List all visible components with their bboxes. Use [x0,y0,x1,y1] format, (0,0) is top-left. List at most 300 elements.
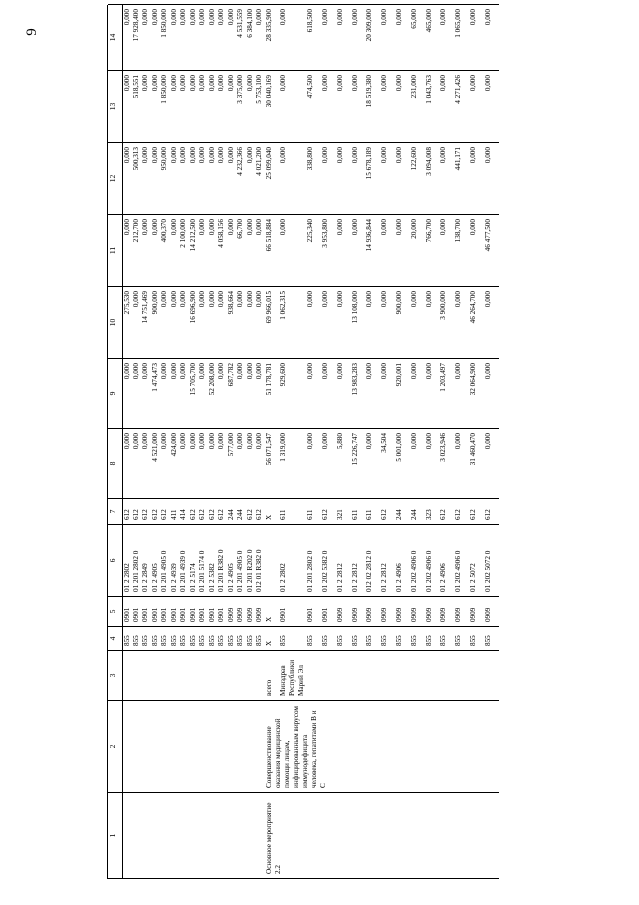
cell-col-8: 0,000 [236,429,246,499]
cell-col-12: 338,800 [306,143,321,215]
cell-col-5: 0901 [198,597,208,627]
cell-col-5: 0901 [208,597,218,627]
cell-col-4: 855 [336,627,351,651]
column-number-3: 3 [108,651,122,701]
cell-col-6: 01 2 4939 [170,525,180,597]
cell-col-13: 5 753,100 [255,71,265,143]
cell-col-8: 0,000 [306,429,321,499]
cell-col-14: 0,000 [217,5,227,71]
cell-col-5: 0909 [365,597,380,627]
cell-col-4: 855 [255,627,265,651]
cell-col-10: 0,000 [217,287,227,359]
cell-col-3 [255,651,265,701]
cell-col-11: 0,000 [208,215,218,287]
cell-col-10: 0,000 [321,287,336,359]
cell-col-6: 01 201 5174 0 [198,525,208,597]
cell-col-12: 0,000 [208,143,218,215]
cell-col-12: 0,000 [141,143,151,215]
cell-col-10: 3 900,000 [439,287,454,359]
blank-cell [122,701,265,793]
cell-col-5: 0901 [141,597,151,627]
cell-col-4: 855 [132,627,142,651]
column-number-5: 5 [108,597,122,627]
cell-col-9: 52 208,000 [208,359,218,429]
cell-col-12: 0,000 [122,143,132,215]
cell-col-12: 0,000 [151,143,161,215]
cell-col-7: 321 [336,499,351,525]
cell-col-6: 01 2 5174 [189,525,199,597]
cell-col-11: 0,000 [122,215,132,287]
cell-col-13: 0,000 [469,71,484,143]
cell-col-6: 01 2 2812 [380,525,395,597]
cell-col-5: 0901 [279,597,306,627]
cell-col-12: 15 678,189 [365,143,380,215]
cell-col-10: 900,000 [395,287,410,359]
cell-col-7: 612 [151,499,161,525]
cell-col-8: 0,000 [255,429,265,499]
cell-col-3 [236,651,246,701]
column-number-6: 6 [108,525,122,597]
cell-col-5: 0909 [484,597,499,627]
column-number-11: 11 [108,215,122,287]
cell-col-5: 0909 [336,597,351,627]
cell-col-8: 0,000 [122,429,132,499]
cell-col-10: 0,000 [170,287,180,359]
cell-col-7: 612 [246,499,256,525]
cell-col-10: 1 062,315 [279,287,306,359]
cell-col-8: 0,000 [132,429,142,499]
cell-col-8: 4 521,000 [151,429,161,499]
cell-col-7: 612 [255,499,265,525]
cell-col-14: 28 335,900 [265,5,280,71]
cell-col-10: 16 696,900 [189,287,199,359]
cell-col-10: 0,000 [198,287,208,359]
cell-col-5: 0901 [160,597,170,627]
column-number-9: 9 [108,359,122,429]
cell-col-3 [439,651,454,701]
cell-col-9: 0,000 [198,359,208,429]
cell-col-14: 0,000 [189,5,199,71]
cell-col-3: Минздрав Республики Марий Эл [279,651,306,701]
cell-col-11: 20,000 [410,215,425,287]
cell-col-6: 01 2 2849 [141,525,151,597]
cell-col-9: 32 064,900 [469,359,484,429]
cell-col-14: 0,000 [227,5,237,71]
cell-col-12: 4 232,366 [236,143,246,215]
cell-col-12: 0,000 [279,143,306,215]
cell-col-6: 01 2 4906 [395,525,410,597]
cell-col-13: 518,551 [132,71,142,143]
cell-col-13: 0,000 [246,71,256,143]
cell-col-13: 231,000 [410,71,425,143]
cell-col-4: X [265,627,280,651]
cell-col-7: 612 [189,499,199,525]
cell-col-11: 0,000 [395,215,410,287]
cell-col-4: 855 [246,627,256,651]
cell-col-5: 0901 [321,597,336,627]
cell-col-9: 687,782 [227,359,237,429]
cell-col-10: 14 751,469 [141,287,151,359]
cell-col-5: 0901 [179,597,189,627]
cell-col-4: 855 [279,627,306,651]
cell-col-7: 323 [425,499,440,525]
cell-col-14: 0,000 [122,5,132,71]
cell-col-3 [321,651,336,701]
cell-col-10: 0,000 [132,287,142,359]
cell-col-11: 3 953,800 [321,215,336,287]
cell-col-11: 0,000 [255,215,265,287]
cell-col-5: 0901 [132,597,142,627]
cell-col-4: 855 [469,627,484,651]
cell-col-12: 0,000 [179,143,189,215]
cell-col-8: 0,000 [160,429,170,499]
cell-col-5: 0901 [217,597,227,627]
cell-col-11: 212,700 [132,215,142,287]
cell-col-11: 66,700 [236,215,246,287]
cell-col-14: 17 928,400 [132,5,142,71]
cell-col-9: 0,000 [484,359,499,429]
cell-col-11: 14 936,844 [365,215,380,287]
cell-col-4: 855 [454,627,469,651]
cell-col-12: 950,000 [160,143,170,215]
cell-col-13: 0,000 [208,71,218,143]
cell-col-9: 0,000 [321,359,336,429]
cell-col-11: 0,000 [469,215,484,287]
column-number-13: 13 [108,71,122,143]
cell-col-13: 4 271,426 [454,71,469,143]
cell-col-12: 0,000 [321,143,336,215]
cell-col-9: 0,000 [246,359,256,429]
cell-col-8: 0,000 [321,429,336,499]
cell-col-10: 0,000 [410,287,425,359]
cell-col-11: 225,340 [306,215,321,287]
cell-col-3 [425,651,440,701]
cell-col-3 [141,651,151,701]
cell-col-5: 0909 [425,597,440,627]
cell-col-13: 18 519,380 [365,71,380,143]
cell-col-11: 14 212,500 [189,215,199,287]
column-number-2: 2 [108,701,122,793]
cell-col-3 [227,651,237,701]
cell-col-6: 01 2 5382 [208,525,218,597]
cell-col-7: 612 [141,499,151,525]
cell-col-7: 611 [365,499,380,525]
cell-col-4: 855 [365,627,380,651]
cell-col-14: 465,000 [425,5,440,71]
cell-col-9: 0,000 [425,359,440,429]
cell-col-6: 01 2 2802 [279,525,306,597]
cell-col-9: 0,000 [179,359,189,429]
cell-col-13: 3 375,000 [236,71,246,143]
cell-col-13: 30 040,169 [265,71,280,143]
cell-col-7: 611 [279,499,306,525]
cell-col-7: 612 [160,499,170,525]
cell-col-4: 855 [189,627,199,651]
cell-col-5: 0909 [351,597,366,627]
cell-col-8: 0,000 [189,429,199,499]
cell-col-5: 0901 [306,597,321,627]
cell-col-9: 13 983,283 [351,359,366,429]
cell-col-8: 424,000 [170,429,180,499]
cell-col-3 [179,651,189,701]
table-row [122,5,132,879]
cell-col-11: 0,000 [198,215,208,287]
cell-col-12: 4 021,200 [255,143,265,215]
cell-col-7: 611 [306,499,321,525]
cell-col-12: 0,000 [170,143,180,215]
cell-col-12: 0,000 [469,143,484,215]
cell-col-7: 612 [132,499,142,525]
blank-cell [122,793,265,879]
cell-col-10: 69 966,015 [265,287,280,359]
cell-col-14: 0,000 [321,5,336,71]
cell-col-3 [198,651,208,701]
cell-col-11: 0,000 [141,215,151,287]
cell-col-3 [151,651,161,701]
table-row [265,5,280,879]
cell-col-14: 0,000 [439,5,454,71]
cell-col-10: 0,000 [336,287,351,359]
column-number-1: 1 [108,793,122,879]
cell-col-4: 855 [395,627,410,651]
cell-col-11: 66 518,884 [265,215,280,287]
cell-col-9: 0,000 [365,359,380,429]
cell-col-14: 0,000 [336,5,351,71]
cell-col-5: 0909 [454,597,469,627]
cell-col-14: 1 850,000 [160,5,170,71]
cell-col-10: 0,000 [454,287,469,359]
cell-col-8: 0,000 [410,429,425,499]
cell-col-6: 01 201 R202 0 [246,525,256,597]
cell-col-13: 0,000 [179,71,189,143]
cell-col-4: 855 [380,627,395,651]
cell-col-7: 244 [236,499,246,525]
cell-col-13: 0,000 [380,71,395,143]
cell-col-8: 0,000 [217,429,227,499]
cell-col-5: 0901 [122,597,132,627]
cell-col-3 [246,651,256,701]
cell-col-9: 0,000 [255,359,265,429]
cell-col-5: 0909 [227,597,237,627]
cell-col-3 [410,651,425,701]
cell-col-8: 31 460,470 [469,429,484,499]
cell-col-3 [217,651,227,701]
cell-col-6: 01 201 4905 0 [160,525,170,597]
cell-col-3 [122,651,132,701]
cell-col-12: 0,000 [246,143,256,215]
cell-col-6: 01 2 2802 [122,525,132,597]
budget-table [108,4,499,879]
cell-col-10: 275,530 [122,287,132,359]
cell-col-8: 0,000 [365,429,380,499]
cell-col-9: 0,000 [160,359,170,429]
cell-col-11: 0,000 [151,215,161,287]
cell-col-3 [306,651,321,701]
cell-col-9: 0,000 [170,359,180,429]
cell-col-13: 0,000 [198,71,208,143]
cell-col-11: 0,000 [227,215,237,287]
cell-col-6: 01 201 R382 0 [217,525,227,597]
cell-col-10: 46 264,700 [469,287,484,359]
column-number-4: 4 [108,627,122,651]
cell-col-4: 855 [439,627,454,651]
cell-col-7: 612 [469,499,484,525]
cell-col-6: 01 201 4905 0 [236,525,246,597]
cell-col-10: 0,000 [255,287,265,359]
cell-col-14: 0,000 [255,5,265,71]
cell-col-3 [208,651,218,701]
cell-col-9: 0,000 [236,359,246,429]
cell-col-10: 0,000 [380,287,395,359]
cell-col-14: 20 309,000 [365,5,380,71]
cell-col-12: 0,000 [189,143,199,215]
cell-col-14: 0,000 [351,5,366,71]
cell-col-10: 0,000 [246,287,256,359]
measure-description: Совершенствование оказания медицинской помощи лицам, инфицированным вирусом иммунодефицита человека, гепатитами В и С [265,701,499,793]
cell-col-11: 0,000 [170,215,180,287]
column-number-10: 10 [108,287,122,359]
cell-col-9: 0,000 [122,359,132,429]
cell-col-6 [265,525,280,597]
cell-col-8: 0,000 [484,429,499,499]
cell-col-5: 0901 [189,597,199,627]
cell-col-8: 5 001,000 [395,429,410,499]
cell-col-14: 0,000 [151,5,161,71]
cell-col-5: 0909 [395,597,410,627]
cell-col-4: 855 [236,627,246,651]
cell-col-6: 01 2 2812 [351,525,366,597]
cell-col-7: 244 [227,499,237,525]
cell-col-6: 01 2 2812 [336,525,351,597]
cell-col-3: всего [265,651,280,701]
cell-col-12: 25 099,040 [265,143,280,215]
cell-col-4: 855 [351,627,366,651]
cell-col-4: 855 [425,627,440,651]
cell-col-6: 01 201 4939 0 [179,525,189,597]
cell-col-14: 0,000 [380,5,395,71]
cell-col-12: 122,600 [410,143,425,215]
cell-col-8: 56 071,547 [265,429,280,499]
cell-col-9: 51 178,781 [265,359,280,429]
cell-col-6: 01 2 4906 [439,525,454,597]
cell-col-10: 938,664 [227,287,237,359]
cell-col-13: 0,000 [321,71,336,143]
column-number-row [108,5,122,879]
cell-col-4: 855 [122,627,132,651]
cell-col-7: 612 [122,499,132,525]
cell-col-11: 46 477,500 [484,215,499,287]
cell-col-8: 34,504 [380,429,395,499]
cell-col-8: 0,000 [141,429,151,499]
cell-col-6: 01 2 4905 [151,525,161,597]
cell-col-13: 0,000 [279,71,306,143]
cell-col-11: 0,000 [336,215,351,287]
cell-col-4: 855 [151,627,161,651]
cell-col-4: 855 [141,627,151,651]
cell-col-10: 0,000 [208,287,218,359]
cell-col-13: 0,000 [217,71,227,143]
cell-col-12: 0,000 [217,143,227,215]
cell-col-5: 0901 [170,597,180,627]
cell-col-13: 0,000 [227,71,237,143]
cell-col-7: 414 [179,499,189,525]
cell-col-13: 0,000 [141,71,151,143]
cell-col-3 [454,651,469,701]
cell-col-9: 0,000 [380,359,395,429]
cell-col-5: 0909 [380,597,395,627]
cell-col-12: 0,000 [227,143,237,215]
cell-col-3 [380,651,395,701]
cell-col-13: 0,000 [151,71,161,143]
cell-col-9: 0,000 [141,359,151,429]
cell-col-11: 0,000 [380,215,395,287]
cell-col-9: 1 474,473 [151,359,161,429]
cell-col-8: 0,000 [246,429,256,499]
cell-col-5: X [265,597,280,627]
cell-col-6: 01 202 4906 0 [454,525,469,597]
cell-col-14: 65,000 [410,5,425,71]
cell-col-12: 0,000 [380,143,395,215]
cell-col-9: 0,000 [217,359,227,429]
cell-col-4: 855 [410,627,425,651]
column-number-12: 12 [108,143,122,215]
cell-col-12: 0,000 [198,143,208,215]
column-number-7: 7 [108,499,122,525]
cell-col-7: 612 [484,499,499,525]
cell-col-12: 0,000 [439,143,454,215]
cell-col-14: 0,000 [141,5,151,71]
cell-col-4: 855 [321,627,336,651]
cell-col-13: 1 043,763 [425,71,440,143]
cell-col-11: 2 100,000 [179,215,189,287]
cell-col-8: 0,000 [454,429,469,499]
cell-col-10: 0,000 [179,287,189,359]
cell-col-7: 612 [439,499,454,525]
cell-col-14: 0,000 [484,5,499,71]
cell-col-4: 855 [306,627,321,651]
cell-col-12: 3 094,008 [425,143,440,215]
cell-col-11: 138,700 [454,215,469,287]
cell-col-8: 3 023,946 [439,429,454,499]
cell-col-8: 0,000 [179,429,189,499]
cell-col-8: 1 319,000 [279,429,306,499]
cell-col-4: 855 [227,627,237,651]
cell-col-9: 0,000 [336,359,351,429]
cell-col-6: 01 202 5382 0 [321,525,336,597]
table-body [122,5,499,879]
cell-col-4: 855 [484,627,499,651]
cell-col-10: 900,000 [151,287,161,359]
cell-col-5: 0909 [469,597,484,627]
cell-col-13: 0,000 [122,71,132,143]
cell-col-10: 0,000 [306,287,321,359]
cell-col-6: 01 201 2802 0 [306,525,321,597]
cell-col-3 [160,651,170,701]
cell-col-5: 0909 [439,597,454,627]
cell-col-14: 0,000 [279,5,306,71]
cell-col-11: 0,000 [439,215,454,287]
cell-col-4: 855 [179,627,189,651]
cell-col-3 [365,651,380,701]
cell-col-8: 0,000 [198,429,208,499]
cell-col-10: 0,000 [365,287,380,359]
cell-col-12: 0,000 [336,143,351,215]
cell-col-5: 0909 [410,597,425,627]
cell-col-13: 474,500 [306,71,321,143]
cell-col-10: 0,000 [160,287,170,359]
cell-col-13: 0,000 [170,71,180,143]
cell-col-4: 855 [170,627,180,651]
